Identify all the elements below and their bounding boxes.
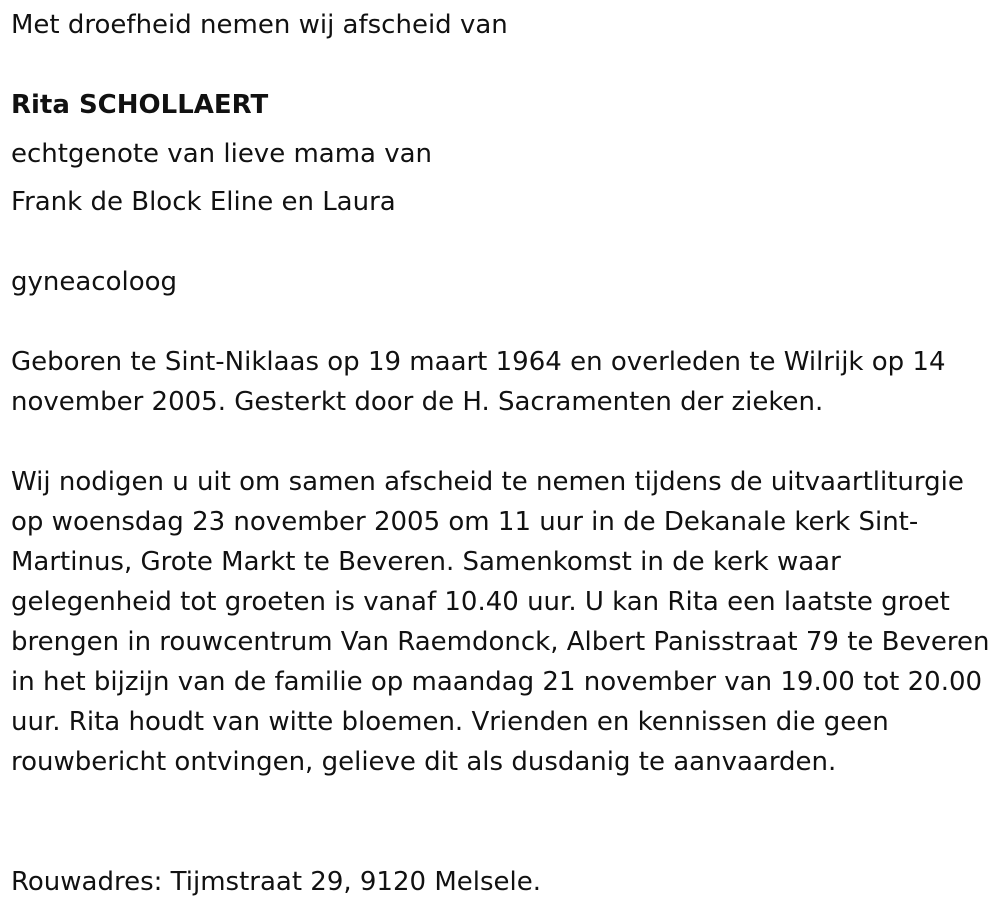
relation-line-1: echtgenote van lieve mama van [11,139,433,169]
funeral-details-paragraph: Wij nodigen u uit om samen afscheid te nemen tijdens de uitvaartliturgie op woensdag 23 november 2005 om 11 uur in de Dekanale kerk Sint-Martinus, Grote Markt te Beveren. Samenkomst in de kerk waar gelegenheid tot groeten is vanaf 10.40 uur. U kan Rita een laatste groet brengen in rouwcentrum Van Raemdonck, Albert Panisstraat 79 te Beveren in het bijzijn van de familie op maandag 21 november van 19.00 tot 20.00 uur. Rita houdt van witte bloemen. Vrienden en kennissen die geen rouwbericht ontvingen, gelieve dit als dusdanig te aanvaarden. [11,467,990,777]
profession-text: gyneacoloog [11,267,178,297]
deceased-name: Rita SCHOLLAERT [11,90,269,120]
intro-text: Met droefheid nemen wij afscheid van [11,10,508,40]
address-text: Rouwadres: Tijmstraat 29, 9120 Melsele. [11,867,542,897]
birth-death-paragraph: Geboren te Sint-Niklaas op 19 maart 1964 en overleden te Wilrijk op 14 november 2005. Gesterkt door de H. Sacramenten der zieken. [11,347,946,417]
relation-line-2: Frank de Block Eline en Laura [11,187,396,217]
